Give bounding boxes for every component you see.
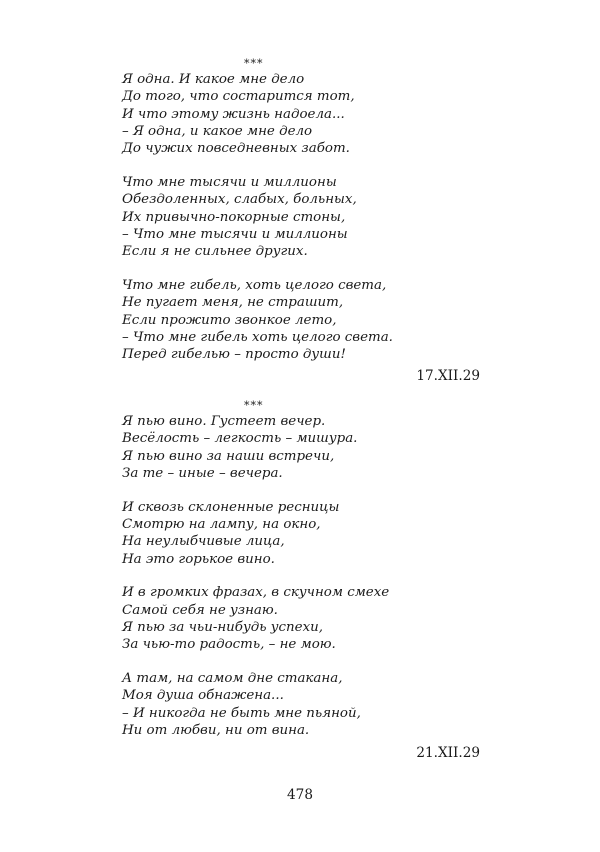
verse-line: Обездоленных, слабых, больных,: [122, 192, 357, 208]
verse-line: Ни от любви, ни от вина.: [122, 722, 310, 738]
verse-line: – Что мне гибель хоть целого света.: [122, 329, 393, 345]
stanza: [122, 277, 482, 363]
stanza: [122, 670, 482, 739]
verse-line: И сквозь склоненные ресницы: [122, 499, 340, 515]
verse-line: – И никогда не быть мне пьяной,: [122, 705, 361, 721]
verse-line: Их привычно-покорные стоны,: [122, 209, 346, 225]
verse-line: И в громких фразах, в скучном смехе: [122, 585, 390, 601]
verse-line: А там, на самом дне стакана,: [122, 671, 343, 687]
verse-line: Весёлость – легкость – мишура.: [122, 431, 358, 447]
verse-line: До чужих повседневных забот.: [122, 141, 350, 157]
poem-date: 21.XII.29: [416, 745, 480, 761]
poem-separator: ***: [244, 399, 264, 412]
verse-line: Если прожито звонкое лето,: [122, 312, 337, 328]
verse-line: Моя душа обнажена...: [122, 688, 284, 704]
verse-line: На это горькое вино.: [122, 551, 275, 567]
poem-2: [122, 399, 482, 756]
poem-separator: ***: [244, 57, 264, 70]
verse-line: Что мне гибель, хоть целого света,: [122, 277, 387, 293]
stanza: [122, 413, 482, 482]
verse-line: И что этому жизнь надоела...: [122, 106, 345, 122]
stanza: [122, 499, 482, 568]
verse-line: Перед гибелью – просто души!: [122, 347, 346, 363]
stanza: [122, 71, 482, 157]
verse-line: Смотрю на лампу, на окно,: [122, 516, 321, 532]
stanza: [122, 584, 482, 653]
verse-line: Что мне тысячи и миллионы: [122, 174, 337, 190]
verse-line: За те – иные – вечера.: [122, 465, 283, 481]
verse-line: На неулыбчивые лица,: [122, 534, 285, 550]
verse-line: Самой себя не узнаю.: [122, 602, 278, 618]
verse-line: Я пью за чьи-нибудь успехи,: [122, 619, 324, 635]
verse-line: Я пью вино. Густеет вечер.: [122, 414, 326, 429]
verse-line: Я пью вино за наши встречи,: [122, 448, 335, 464]
poem-1: [122, 57, 482, 380]
verse-line: Я одна. И какое мне дело: [122, 72, 305, 87]
poem-date: 17.XII.29: [416, 368, 480, 384]
verse-line: Если я не сильнее других.: [122, 244, 308, 260]
stanza: [122, 174, 482, 260]
page-number: 478: [287, 787, 313, 803]
verse-line: Не пугает меня, не страшит,: [122, 295, 344, 311]
verse-line: – Я одна, и какое мне дело: [122, 123, 313, 139]
verse-line: До того, что состарится тот,: [122, 89, 355, 105]
verse-line: – Что мне тысячи и миллионы: [122, 226, 348, 242]
verse-line: За чью-то радость, – не мою.: [122, 637, 336, 653]
